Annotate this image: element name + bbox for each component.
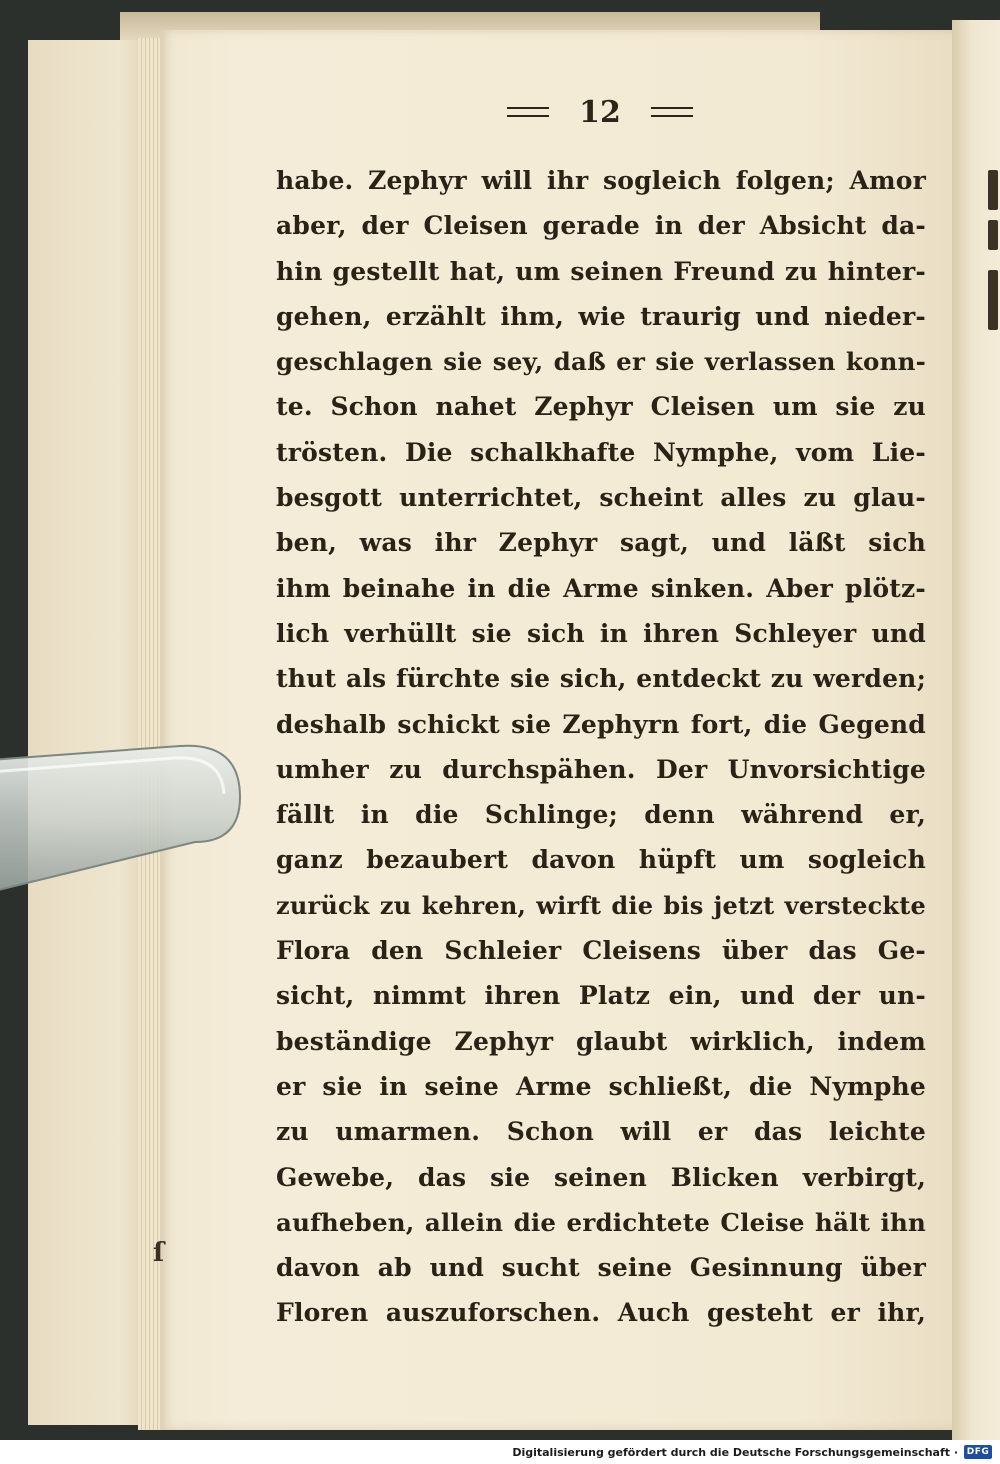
text-line: geschlagen sie sey, daß er sie verlassen konn- xyxy=(276,347,926,377)
text-line: lich verhüllt sie sich in ihren Schleyer und xyxy=(276,618,926,648)
text-line: ben, was ihr Zephyr sagt, und läßt sich xyxy=(276,528,926,558)
text-line: trösten. Die schalkhafte Nymphe, vom Lie- xyxy=(276,437,926,467)
margin-signature-mark: ſ xyxy=(153,1238,165,1268)
page-number: 12 xyxy=(579,94,621,130)
text-line: aber, der Cleisen gerade in der Absicht da- xyxy=(276,211,926,241)
body-text xyxy=(276,158,926,1336)
text-line: deshalb schickt sie Zephyrn fort, die Gegend xyxy=(276,709,926,739)
text-line: aufheben, allein die erdichtete Cleise hält ihn xyxy=(276,1207,926,1237)
glass-page-holder xyxy=(0,742,242,892)
text-line: er sie in seine Arme schließt, die Nymphe xyxy=(276,1071,926,1101)
text-line: sicht, nimmt ihren Platz ein, und der un- xyxy=(276,981,926,1011)
text-line: hin gestellt hat, um seinen Freund zu hinter- xyxy=(276,256,926,286)
dfg-logo: DFG xyxy=(964,1445,992,1459)
digitization-credit: Digitalisierung gefördert durch die Deutsche Forschungsgemeinschaft · xyxy=(512,1445,958,1459)
text-line: umher zu durchspähen. Der Unvorsichtige xyxy=(276,754,926,784)
footer-bar xyxy=(0,1440,1000,1464)
page-header xyxy=(275,92,925,132)
text-line: zu umarmen. Schon will er das leichte xyxy=(276,1117,926,1147)
header-rule-right xyxy=(651,107,693,117)
text-line: thut als fürchte sie sich, entdeckt zu werden; xyxy=(276,664,926,694)
text-line: besgott unterrichtet, scheint alles zu glau- xyxy=(276,483,926,513)
text-line: Gewebe, das sie seinen Blicken verbirgt, xyxy=(276,1162,926,1192)
text-line: fällt in die Schlinge; denn während er, xyxy=(276,800,926,830)
text-line: habe. Zephyr will ihr sogleich folgen; Amor xyxy=(276,166,926,195)
text-line: zurück zu kehren, wirft die bis jetzt versteckte xyxy=(276,890,926,920)
text-line: te. Schon nahet Zephyr Cleisen um sie zu xyxy=(276,392,926,422)
text-line: Flora den Schleier Cleisens über das Ge- xyxy=(276,936,926,966)
text-line: ganz bezaubert davon hüpft um sogleich xyxy=(276,845,926,875)
text-line: davon ab und sucht seine Gesinnung über xyxy=(276,1253,926,1283)
text-line: Floren auszuforschen. Auch gesteht er ihr, xyxy=(276,1298,926,1328)
header-rule-left xyxy=(507,107,549,117)
next-page-edge xyxy=(952,20,1000,1440)
text-line: ihm beinahe in die Arme sinken. Aber plötz- xyxy=(276,573,926,603)
text-line: beständige Zephyr glaubt wirklich, indem xyxy=(276,1026,926,1056)
text-line: gehen, erzählt ihm, wie traurig und nieder- xyxy=(276,301,926,331)
